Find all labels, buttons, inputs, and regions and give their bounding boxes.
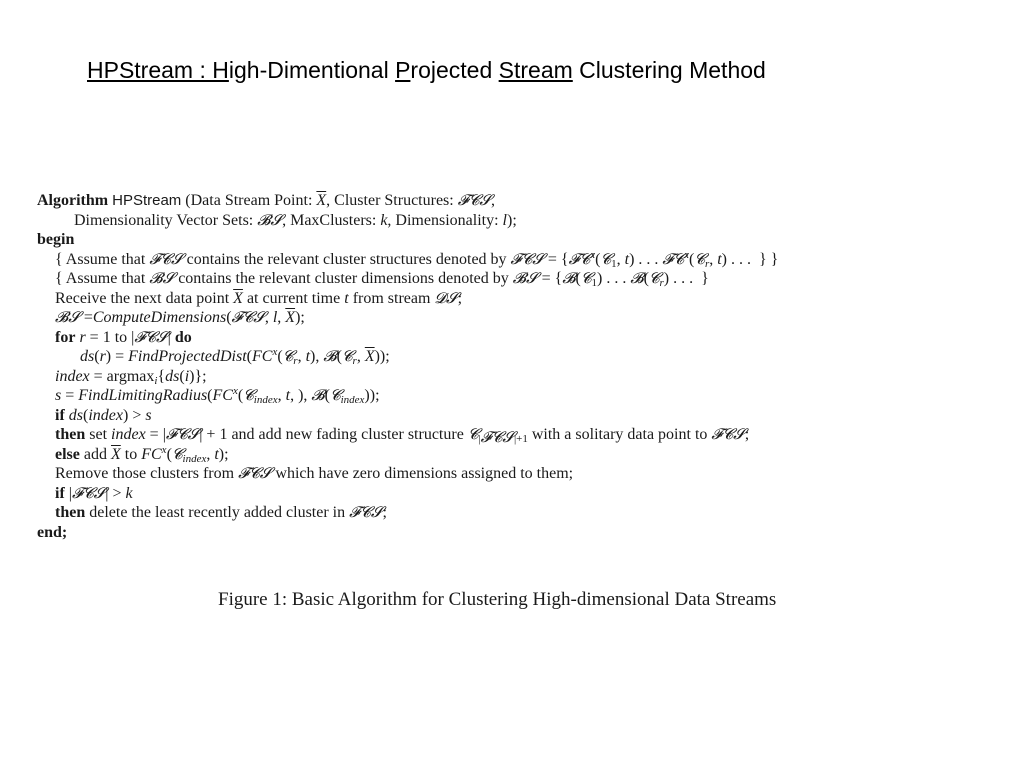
title-part: Stream (498, 57, 573, 83)
keyword: Algorithm (37, 192, 109, 209)
keyword: do (174, 328, 192, 346)
algorithm-line: Receive the next data point $\overline{X}$ at current time t from stream 𝓓𝓢; (55, 288, 463, 307)
algorithm-line: Remove those clusters from 𝓕𝓒𝓢 which have zero dimensions assigned to them; (55, 464, 574, 482)
algorithm-line: for r = 1 to |𝓕𝓒𝓢| do (55, 327, 192, 346)
algorithm-header-cont: Dimensionality Vector Sets: 𝓑𝓢, MaxClusters: k, Dimensionality: l); (74, 210, 517, 229)
algorithm-line: then delete the least recently added cluster in 𝓕𝓒𝓢; (55, 503, 387, 521)
title-part: P (395, 57, 411, 83)
title-part: HPStream : H (87, 57, 229, 83)
keyword: for (55, 328, 76, 346)
algorithm-line (37, 230, 987, 250)
keyword: then (55, 426, 86, 443)
algorithm-line: 𝓑𝓢 =ComputeDimensions(𝓕𝓒𝓢, l, $\overline{X}$); (55, 308, 305, 326)
algorithm-line (37, 523, 987, 543)
title-part: Clustering Method (572, 57, 766, 83)
algorithm-line: if |𝓕𝓒𝓢| > k (55, 483, 133, 502)
algorithm-name: HPStream (112, 192, 182, 209)
title-part: igh-Dimentional (228, 57, 396, 83)
algorithm-line: if ds(index) > s (55, 406, 152, 424)
algorithm-header: Algorithm HPStream (Data Stream Point: $\overline{X}$, Cluster Structures: 𝓕𝓒𝓢, (37, 191, 496, 209)
keyword: end; (37, 523, 68, 541)
slide-title (87, 57, 766, 84)
algorithm-line: else add $\overline{X}$ to $FC^x(𝓒_{index}$, t); (55, 443, 229, 465)
keyword: else (55, 445, 80, 463)
keyword: then (55, 504, 86, 521)
algorithm-line: then set index = |𝓕𝓒𝓢| + 1 and add new fading cluster structure 𝓒$_{|𝓕𝓒𝓢|+1}$ with a solitary data point to 𝓕𝓒𝓢; (55, 425, 750, 446)
title-part: rojected (410, 57, 499, 83)
algorithm-listing (37, 191, 987, 542)
keyword: begin (37, 231, 75, 248)
algorithm-line: { Assume that 𝓕𝓒𝓢 contains the relevant cluster structures denoted by 𝓕𝓒𝓢 = {𝓕𝓒$^x$(𝓒$_1$, t) . . . 𝓕𝓒$^x$(𝓒$_r$, t) . . . } } (55, 248, 779, 270)
keyword: if (55, 484, 65, 502)
algorithm-line: { Assume that 𝓑𝓢 contains the relevant cluster dimensions denoted by 𝓑𝓢 = {𝓑(𝓒$_1$) . . . 𝓑(𝓒$_r$) . . . } (55, 269, 709, 289)
algorithm-line: $s = FindLimitingRadius(FC^x(𝓒_{index}$, t, ), 𝓑(𝓒$_{index}$)); (55, 385, 380, 406)
keyword: if (55, 406, 65, 424)
algorithm-line: index = argmax$_i${ds(i)}; (55, 367, 207, 387)
figure-caption: Figure 1: Basic Algorithm for Clustering High-dimensional Data Streams (218, 589, 777, 610)
algorithm-line: $ds(r) = FindProjectedDist(FC^x(𝓒_r$, t), 𝓑(𝓒$_r$, $\overline{X}$)); (80, 346, 390, 367)
